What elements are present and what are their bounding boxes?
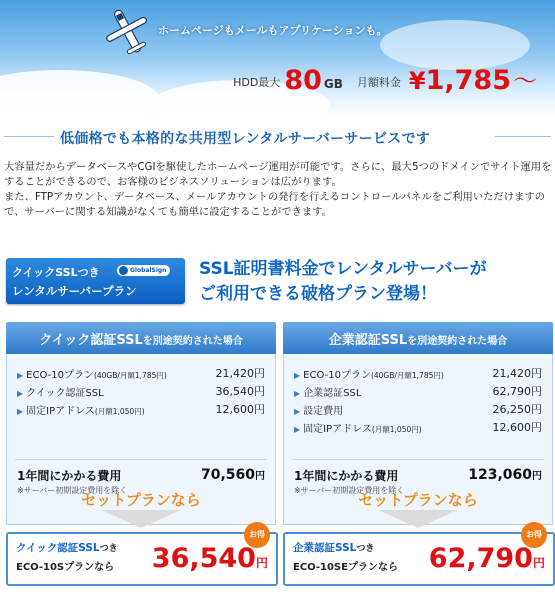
- badge-line-1: クイックSSLつき: [12, 266, 100, 279]
- plan-item-amount: 12,600円: [492, 421, 542, 434]
- plan-item: ▶ ECO-10プラン(40GB/月額1,785円): [294, 370, 444, 381]
- plan-item-amount: 36,540円: [215, 385, 265, 398]
- promo-headline: [199, 257, 487, 307]
- triangle-bullet-icon: ▶: [294, 389, 301, 398]
- intro-paragraph-1: 大容量だからデータベースやCGIを駆使したホームページ運用が可能です。さらに、最大5つのドメインでサイト運用をすることができるので、お客様のビジネスソリューションは広がります。: [4, 161, 552, 188]
- set-plan-ssl: クイック認証SSLつき: [16, 542, 118, 554]
- plan-item: ▶ 設定費用: [294, 406, 344, 417]
- plan-card-header: [283, 322, 553, 354]
- plan-item-amount: 12,600円: [215, 403, 265, 416]
- set-plan-ssl: 企業認証SSLつき: [293, 542, 375, 554]
- airplane-icon: [104, 4, 152, 60]
- plan-header-sub: を別途契約された場合: [142, 336, 243, 347]
- plan-card-quick-ssl: [6, 322, 276, 602]
- divider: [4, 136, 54, 137]
- intro-paragraph-2: また、FTPアカウント、データベース、メールアカウントの発行を行えるコントロールパネルをご利用いただけますので、サーバーに関する知識がなくても簡単に設定することができます。: [4, 191, 545, 218]
- plan-header-main: クイック認証SSL: [39, 333, 143, 348]
- hero-price-line: [233, 60, 537, 96]
- annual-cost-label: 1年間にかかる費用: [294, 469, 399, 483]
- down-arrow-icon: [101, 510, 181, 528]
- plan-card-header: [6, 322, 276, 354]
- plan-item-amount: 21,420円: [492, 367, 542, 380]
- divider: [292, 459, 544, 460]
- down-arrow-icon: [378, 510, 458, 528]
- plan-item: ▶ クイック認証SSL: [17, 388, 104, 399]
- annual-cost-note: ※サーバー初期設定費用を除く: [294, 486, 405, 495]
- set-plan-label: セットプランなら: [81, 491, 201, 509]
- fee-label: 月額料金: [356, 76, 401, 89]
- ssl-plan-badge: [6, 258, 185, 304]
- set-plan-label: セットプランなら: [358, 491, 478, 509]
- annual-cost-amount: 123,060円: [468, 467, 542, 483]
- plan-item: ▶ ECO-10プラン(40GB/月額1,785円): [17, 370, 167, 381]
- promo-line-2: ご利用できる破格プラン登場！: [199, 284, 437, 304]
- fee-value: 1,785: [425, 65, 511, 96]
- set-plan-price: 36,540円: [151, 543, 268, 574]
- hero-tagline: ホームページもメールもアプリケーションも。: [158, 24, 388, 37]
- triangle-bullet-icon: ▶: [17, 371, 24, 380]
- intro-text: [4, 160, 552, 220]
- section-heading: 低価格でも本格的な共用型レンタルサーバーサービスです: [60, 131, 431, 147]
- set-plan-price-box[interactable]: [283, 532, 555, 586]
- triangle-bullet-icon: ▶: [294, 425, 301, 434]
- plan-item-amount: 21,420円: [215, 367, 265, 380]
- triangle-bullet-icon: ▶: [17, 389, 24, 398]
- hdd-label: HDD最大: [233, 76, 281, 89]
- plan-item: ▶ 固定IPアドレス(月額1,050円): [294, 424, 422, 435]
- deal-badge: お得: [521, 522, 547, 548]
- globalsign-icon: [119, 266, 128, 275]
- plan-header-sub: を別途契約された場合: [407, 336, 508, 347]
- hero-banner: [0, 0, 555, 118]
- divider: [15, 459, 267, 460]
- triangle-bullet-icon: ▶: [294, 407, 301, 416]
- plan-item: ▶ 企業認証SSL: [294, 388, 362, 399]
- globalsign-logo: GlobalSign: [117, 265, 170, 276]
- hdd-value: 80: [284, 65, 322, 96]
- triangle-bullet-icon: ▶: [17, 407, 24, 416]
- fee-suffix: 〜: [513, 67, 537, 95]
- plan-item: ▶ 固定IPアドレス(月額1,050円): [17, 406, 145, 417]
- deal-badge: お得: [244, 522, 270, 548]
- annual-cost-label: 1年間にかかる費用: [17, 469, 122, 483]
- plan-card-enterprise-ssl: [283, 322, 553, 602]
- badge-line-2: レンタルサーバープラン: [12, 284, 137, 298]
- plan-item-amount: 26,250円: [492, 403, 542, 416]
- set-plan-price-box[interactable]: [6, 532, 278, 586]
- hdd-unit: GB: [323, 77, 343, 91]
- triangle-bullet-icon: ▶: [294, 371, 301, 380]
- divider: [495, 136, 551, 137]
- annual-cost-note: ※サーバー初期設定費用を除く: [17, 486, 128, 495]
- fee-currency: ¥: [408, 67, 426, 95]
- annual-cost-amount: 70,560円: [200, 467, 265, 483]
- promo-line-1: SSL証明書料金でレンタルサーバーが: [199, 259, 487, 279]
- set-plan-name: ECO-10SEプランなら: [293, 562, 398, 573]
- plan-item-amount: 62,790円: [492, 385, 542, 398]
- set-plan-price: 62,790円: [428, 543, 545, 574]
- plan-header-main: 企業認証SSL: [328, 333, 408, 348]
- set-plan-name: ECO-10Sプランなら: [16, 562, 115, 573]
- cloud-decoration: [0, 70, 160, 118]
